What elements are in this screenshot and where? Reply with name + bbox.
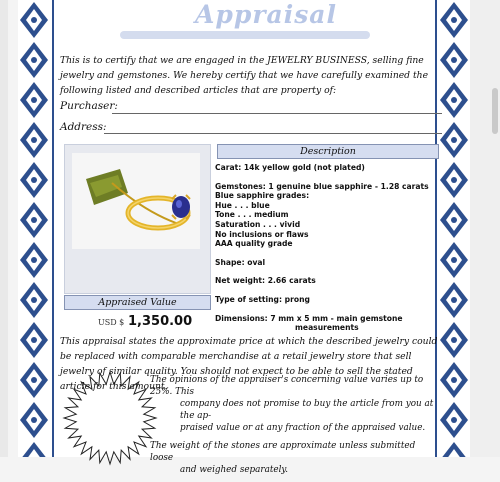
gemstones-line: Gemstones: 1 genuine blue sapphire - 1.28 carats (215, 181, 429, 191)
purchaser-label: Purchaser: (60, 100, 118, 112)
carat-line: Carat: 14k yellow gold (not plated) (215, 163, 365, 172)
note2-line2: and weighed separately. (180, 465, 289, 475)
note1-line3: praised value or at any fraction of the appraised value. (180, 423, 426, 433)
appraiser-notes (150, 374, 436, 482)
quality-line: AAA quality grade (215, 239, 293, 249)
screen-right-edge (470, 0, 500, 457)
certificate-heading: Appraisal (195, 0, 337, 29)
grades-title: Blue sapphire grades: (215, 191, 310, 201)
appraised-price: 1,350.00 (128, 314, 193, 329)
setting-line: Type of setting: prong (215, 294, 310, 304)
seal-starburst (60, 368, 160, 468)
ring-photo (72, 153, 200, 249)
decorative-border-left (18, 0, 50, 457)
description-label: Description (217, 144, 439, 159)
screen-left-edge (0, 0, 8, 457)
address-field[interactable] (104, 133, 442, 134)
shape-line: Shape: oval (215, 257, 266, 267)
net-weight-line: Net weight: 2.66 carats (215, 276, 316, 286)
dimensions-sub-line: measurements (295, 323, 359, 333)
disclaimer-paragraph: This appraisal states the approximate price at which the described jewelry could be replaced with comparable merchandise at a retail jewelry store that sell jewelry of similar quality. You should not expect to be able to sell the stated article for this amount. (60, 336, 438, 392)
inclusions-line: No inclusions or flaws (215, 229, 309, 239)
address-label: Address: (60, 121, 107, 133)
intro-paragraph: This is to certify that we are engaged in the JEWELRY BUSINESS, selling fine jewelry and gemstones. We hereby certify that we have carefully examined the following listed and described articles that are property of: (60, 55, 429, 96)
seal-outline (64, 372, 156, 464)
item-description (215, 163, 441, 333)
saturation-line: Saturation . . . vivid (215, 219, 301, 229)
currency-label: USD $ (98, 318, 125, 327)
tone-line: Tone . . . medium (215, 210, 289, 220)
heading-scroll (120, 31, 370, 39)
dimensions-line: Dimensions: 7 mm x 5 mm - main gemstone (215, 313, 403, 323)
border-inner-line-left (52, 0, 54, 457)
purchaser-field[interactable] (112, 113, 442, 114)
note1-line1: The opinions of the appraiser's concerning value varies up to 25%. This (150, 375, 424, 397)
note1-line2: company does not promise to buy the article from you at the ap- (180, 399, 434, 421)
appraised-value-label: Appraised Value (64, 295, 211, 310)
side-panel-handle[interactable] (492, 88, 498, 134)
note2-line1: The weight of the stones are approximate unless submitted loose (150, 441, 416, 463)
hue-line: Hue . . . blue (215, 200, 270, 210)
